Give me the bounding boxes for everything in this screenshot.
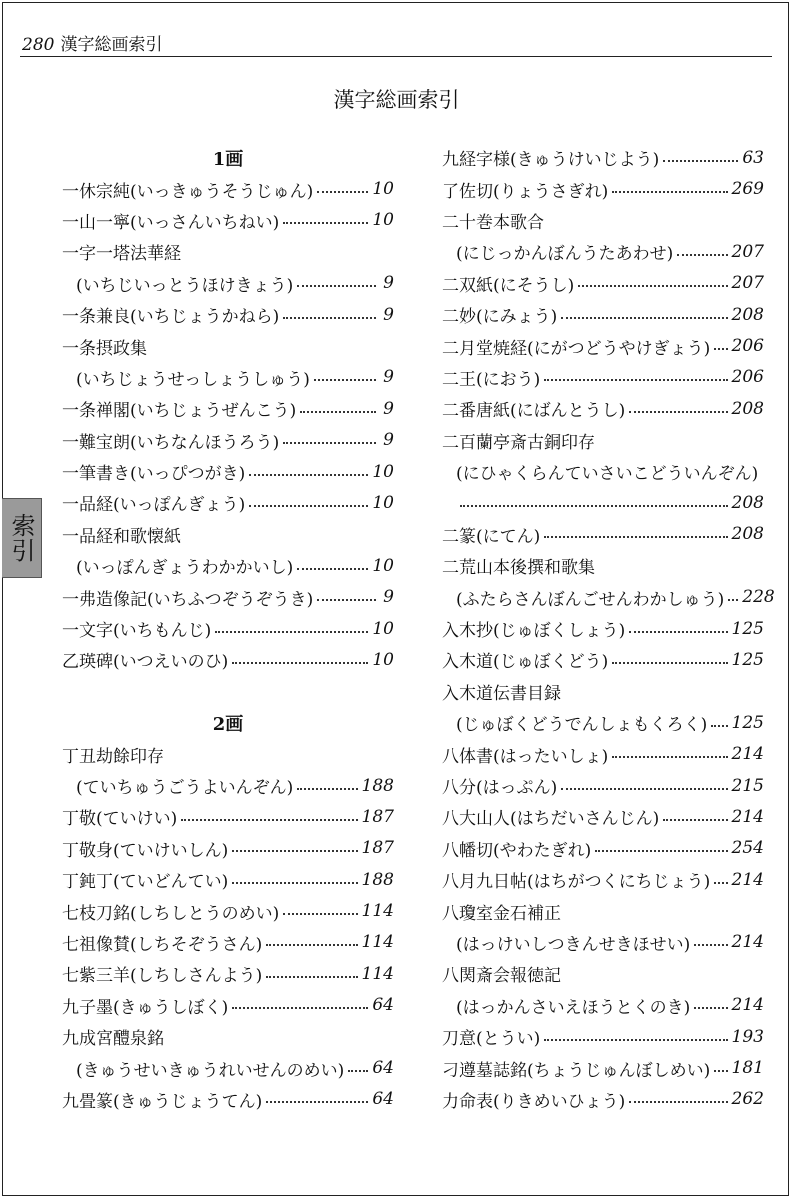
- index-entry: [62, 958, 394, 989]
- entry-page-number: 10: [372, 461, 394, 482]
- index-side-tab-label: 索引: [7, 513, 35, 563]
- entry-text: 刁遵墓誌銘(ちょうじゅんぼしめい): [442, 1060, 711, 1081]
- entry-text: 力命表(りきめいひょう): [442, 1091, 626, 1112]
- entry-text: 一条禅閣(いちじょうぜんこう): [62, 401, 297, 422]
- index-entry: [62, 205, 394, 236]
- entry-page-number: 10: [372, 618, 394, 639]
- header-rule: [20, 56, 772, 57]
- entry-text: (じゅぼくどうでんしょもくろく): [456, 715, 708, 736]
- entry-page-number: 208: [731, 524, 764, 545]
- index-column-left: [62, 142, 394, 1115]
- page-number: 280: [22, 35, 55, 55]
- entry-page-number: 10: [372, 492, 394, 513]
- entry-page-number: 114: [361, 963, 394, 984]
- entry-page-number: 269: [731, 179, 764, 200]
- entry-page-number: 125: [731, 649, 764, 670]
- entry-page-number: 64: [372, 995, 394, 1016]
- index-entry: [442, 801, 764, 832]
- entry-text: 一字一塔法華経: [62, 244, 181, 265]
- entry-text: 八分(はっぷん): [442, 778, 558, 798]
- index-entry: [442, 173, 764, 204]
- entry-page-number: 228: [742, 587, 775, 608]
- entry-text: 1画: [212, 148, 244, 170]
- entry-text: 一筆書き(いっぴつがき): [62, 464, 246, 485]
- index-entry: [442, 1021, 764, 1052]
- dot-leader: [317, 191, 368, 193]
- entry-page-number: 10: [372, 210, 394, 231]
- entry-text: 八幡切(やわたぎれ): [442, 840, 592, 861]
- entry-text: 一休宗純(いっきゅうそうじゅん): [62, 181, 314, 202]
- entry-text: 二双紙(にそうし): [442, 275, 575, 296]
- entry-page-number: 9: [383, 398, 394, 419]
- dot-leader: [561, 317, 727, 319]
- entry-text: 丁敬身(ていけいしん): [62, 840, 229, 861]
- index-entry: [442, 519, 764, 550]
- entry-page-number: 10: [372, 179, 394, 200]
- index-entry: [442, 393, 764, 424]
- index-entry: [62, 895, 394, 926]
- index-entry: [62, 393, 394, 424]
- index-entry: [442, 738, 764, 769]
- section-heading: [62, 142, 394, 173]
- entry-text: 八体書(はったいしょ): [442, 746, 609, 767]
- dot-leader: [711, 725, 727, 727]
- dot-leader: [612, 756, 727, 758]
- index-headword: [62, 1021, 394, 1052]
- entry-text: 一山一寧(いっさんいちねい): [62, 212, 280, 233]
- dot-leader: [544, 536, 727, 538]
- entry-text: (にひゃくらんていさいこどういんぞん): [456, 464, 759, 485]
- page-title: 漢字総画索引: [333, 88, 460, 112]
- index-headword: [62, 330, 394, 361]
- entry-page-number: 188: [361, 869, 394, 890]
- dot-leader: [232, 882, 357, 884]
- entry-page-number: 9: [383, 430, 394, 451]
- dot-leader: [629, 411, 727, 413]
- entry-page-number: 64: [372, 1058, 394, 1079]
- entry-text: 七枝刀銘(しちしとうのめい): [62, 903, 280, 924]
- index-headword: [62, 738, 394, 769]
- spacer: [62, 676, 394, 707]
- index-entry: [442, 644, 764, 675]
- index-entry: [62, 299, 394, 330]
- running-head: [22, 30, 162, 55]
- index-reading-line: [442, 456, 764, 487]
- dot-leader: [297, 568, 368, 570]
- entry-text: 八関斎会報徳記: [442, 966, 561, 987]
- dot-leader: [266, 944, 357, 946]
- dot-leader: [694, 1007, 727, 1009]
- entry-text: 2画: [212, 713, 244, 735]
- index-entry: [62, 864, 394, 895]
- entry-text: (ふたらさんぼんごせんわかしゅう): [456, 589, 725, 610]
- index-headword: [442, 676, 764, 707]
- dot-leader: [249, 505, 368, 507]
- dot-leader: [714, 1070, 727, 1072]
- entry-text: 乙瑛碑(いつえいのひ): [62, 652, 229, 673]
- entry-text: 丁敬(ていけい): [62, 809, 178, 830]
- entry-page-number: 181: [731, 1058, 764, 1079]
- dot-leader: [460, 505, 728, 507]
- entry-text: (きゅうせいきゅうれいせんのめい): [76, 1060, 345, 1081]
- entry-text: 二十巻本歌合: [442, 212, 544, 233]
- dot-leader: [181, 819, 357, 821]
- index-entry: [62, 833, 394, 864]
- entry-page-number: 9: [383, 587, 394, 608]
- entry-page-number: 206: [731, 336, 764, 357]
- index-entry: [62, 990, 394, 1021]
- dot-leader: [300, 411, 376, 413]
- index-entry: [442, 299, 764, 330]
- entry-page-number: 9: [383, 304, 394, 325]
- index-entry: [442, 268, 764, 299]
- index-reading-line: [442, 707, 764, 738]
- dot-leader: [544, 1039, 727, 1041]
- entry-text: 一品経(いっぽんぎょう): [62, 495, 246, 516]
- entry-page-number: 10: [372, 649, 394, 670]
- index-headword: [62, 519, 394, 550]
- entry-page-number: 206: [731, 367, 764, 388]
- entry-page-number: 214: [731, 995, 764, 1016]
- index-entry: [62, 487, 394, 518]
- entry-text: 二篆(にてん): [442, 526, 541, 547]
- entry-text: (ていちゅうごうよいんぞん): [76, 778, 294, 798]
- entry-text: (いちじいっとうほけきょう): [76, 275, 294, 296]
- index-entry: [442, 1084, 764, 1115]
- index-reading-line: [442, 236, 764, 267]
- entry-text: 入木抄(じゅぼくしょう): [442, 621, 626, 642]
- index-headword: [62, 236, 394, 267]
- dot-leader: [283, 317, 376, 319]
- index-side-tab: [2, 498, 42, 578]
- index-entry: [62, 613, 394, 644]
- index-entry: [442, 613, 764, 644]
- index-headword: [442, 425, 764, 456]
- entry-page-number: 208: [731, 492, 764, 513]
- dot-leader: [283, 222, 368, 224]
- entry-page-number: 254: [731, 838, 764, 859]
- index-entry: [442, 330, 764, 361]
- entry-text: (にじっかんぼんうたあわせ): [456, 244, 674, 265]
- entry-page-number: 207: [731, 273, 764, 294]
- entry-text: (いちじょうせっしょうしゅう): [76, 369, 310, 390]
- dot-leader: [297, 285, 376, 287]
- entry-page-number: 214: [731, 806, 764, 827]
- dot-leader: [232, 1007, 368, 1009]
- entry-page-number: 188: [361, 775, 394, 796]
- dot-leader: [629, 631, 727, 633]
- entry-text: 九成宮醴泉銘: [62, 1029, 164, 1050]
- index-entry: [442, 362, 764, 393]
- entry-page-number: 214: [731, 869, 764, 890]
- index-reading-line: [442, 927, 764, 958]
- index-entry: [442, 864, 764, 895]
- entry-page-number: 208: [731, 398, 764, 419]
- entry-page-number: 9: [383, 273, 394, 294]
- entry-page-number: 208: [731, 304, 764, 325]
- entry-text: (はっかんさいえほうとくのき): [456, 997, 691, 1018]
- entry-page-number: 207: [731, 241, 764, 262]
- entry-text: 二番唐紙(にばんとうし): [442, 401, 626, 422]
- dot-leader: [283, 913, 357, 915]
- dot-leader: [232, 662, 368, 664]
- entry-text: 八大山人(はちだいさんじん): [442, 809, 660, 830]
- entry-text: 九経字様(きゅうけいじよう): [442, 150, 660, 171]
- entry-page-number: 10: [372, 555, 394, 576]
- entry-text: 九子墨(きゅうしぼく): [62, 997, 229, 1018]
- index-entry: [62, 927, 394, 958]
- entry-text: 一条兼良(いちじょうかねら): [62, 307, 280, 328]
- entry-page-number: 9: [383, 367, 394, 388]
- dot-leader: [232, 850, 357, 852]
- dot-leader: [714, 348, 727, 350]
- entry-page-number: 114: [361, 901, 394, 922]
- entry-text: 入木道伝書目録: [442, 683, 561, 704]
- index-headword: [442, 895, 764, 926]
- entry-text: 八月九日帖(はちがつくにちじょう): [442, 872, 711, 893]
- index-entry: [62, 1084, 394, 1115]
- dot-leader: [314, 379, 376, 381]
- index-entry: [62, 801, 394, 832]
- dot-leader: [266, 976, 357, 978]
- entry-page-number: 215: [731, 775, 764, 796]
- entry-text: 一条摂政集: [62, 338, 147, 359]
- dot-leader: [297, 788, 357, 790]
- entry-text: 二月堂焼経(にがつどうやけぎょう): [442, 338, 711, 359]
- entry-page-number: 63: [742, 147, 764, 168]
- entry-text: 一品経和歌懐紙: [62, 526, 181, 547]
- dot-leader: [728, 599, 738, 601]
- index-reading-line: [442, 581, 775, 612]
- index-entry: [442, 770, 764, 801]
- entry-text: 七紫三羊(しちしさんよう): [62, 966, 263, 987]
- index-entry: [442, 833, 764, 864]
- dot-leader: [317, 599, 376, 601]
- dot-leader: [595, 850, 727, 852]
- entry-text: 七祖像賛(しちそぞうさん): [62, 934, 263, 955]
- entry-page-number: 64: [372, 1089, 394, 1110]
- dot-leader: [612, 191, 727, 193]
- dot-leader: [714, 882, 727, 884]
- dot-leader: [249, 474, 368, 476]
- index-entry: [62, 425, 394, 456]
- entry-text: 九畳篆(きゅうじょうてん): [62, 1091, 263, 1112]
- index-entry: [62, 644, 394, 675]
- entry-page-number: 214: [731, 932, 764, 953]
- entry-text: 入木道(じゅぼくどう): [442, 652, 609, 673]
- index-headword: [442, 205, 764, 236]
- entry-text: (はっけいしつきんせきほせい): [456, 934, 691, 955]
- index-reading-line: [442, 990, 764, 1021]
- dot-leader: [215, 631, 368, 633]
- entry-text: (いっぽんぎょうわかかいし): [76, 558, 294, 579]
- dot-leader: [677, 254, 727, 256]
- dot-leader: [283, 442, 376, 444]
- entry-text: 一弗造像記(いちふつぞうぞうき): [62, 589, 314, 610]
- dot-leader: [561, 788, 727, 790]
- dot-leader: [348, 1070, 368, 1072]
- index-column-right: [442, 142, 775, 1115]
- entry-text: 二荒山本後撰和歌集: [442, 558, 595, 579]
- index-entry: [62, 173, 394, 204]
- dot-leader: [544, 379, 727, 381]
- entry-text: 八瓊室金石補正: [442, 903, 561, 924]
- dot-leader: [663, 160, 738, 162]
- entry-text: 一文字(いちもんじ): [62, 621, 212, 642]
- index-headword: [442, 958, 764, 989]
- entry-page-number: 193: [731, 1026, 764, 1047]
- entry-text: 二妙(にみょう): [442, 307, 558, 328]
- index-reading-line: [442, 487, 764, 518]
- dot-leader: [612, 662, 727, 664]
- entry-page-number: 214: [731, 744, 764, 765]
- index-reading-line: [62, 268, 394, 299]
- index-entry: [442, 142, 764, 173]
- index-reading-line: [62, 770, 394, 801]
- entry-text: 刀意(とうい): [442, 1029, 541, 1050]
- entry-page-number: 125: [731, 712, 764, 733]
- entry-text: 一難宝朗(いちなんほうろう): [62, 432, 280, 453]
- index-entry: [442, 1052, 764, 1083]
- entry-page-number: 114: [361, 932, 394, 953]
- section-heading: [62, 707, 394, 738]
- entry-page-number: 125: [731, 618, 764, 639]
- dot-leader: [266, 1101, 368, 1103]
- index-headword: [442, 550, 764, 581]
- entry-text: 了佐切(りょうさぎれ): [442, 181, 609, 202]
- entry-text: 丁鈍丁(ていどんてい): [62, 872, 229, 893]
- entry-text: 二王(におう): [442, 369, 541, 390]
- entry-page-number: 187: [361, 806, 394, 827]
- index-reading-line: [62, 550, 394, 581]
- entry-page-number: 262: [731, 1089, 764, 1110]
- index-entry: [62, 581, 394, 612]
- dot-leader: [629, 1101, 727, 1103]
- running-head-title: 漢字総画索引: [60, 35, 163, 55]
- index-reading-line: [62, 1052, 394, 1083]
- dot-leader: [694, 944, 727, 946]
- entry-text: 丁丑劫餘印存: [62, 746, 164, 767]
- entry-page-number: 187: [361, 838, 394, 859]
- index-entry: [62, 456, 394, 487]
- dot-leader: [663, 819, 727, 821]
- dot-leader: [578, 285, 727, 287]
- index-reading-line: [62, 362, 394, 393]
- entry-text: 二百蘭亭斎古銅印存: [442, 432, 595, 453]
